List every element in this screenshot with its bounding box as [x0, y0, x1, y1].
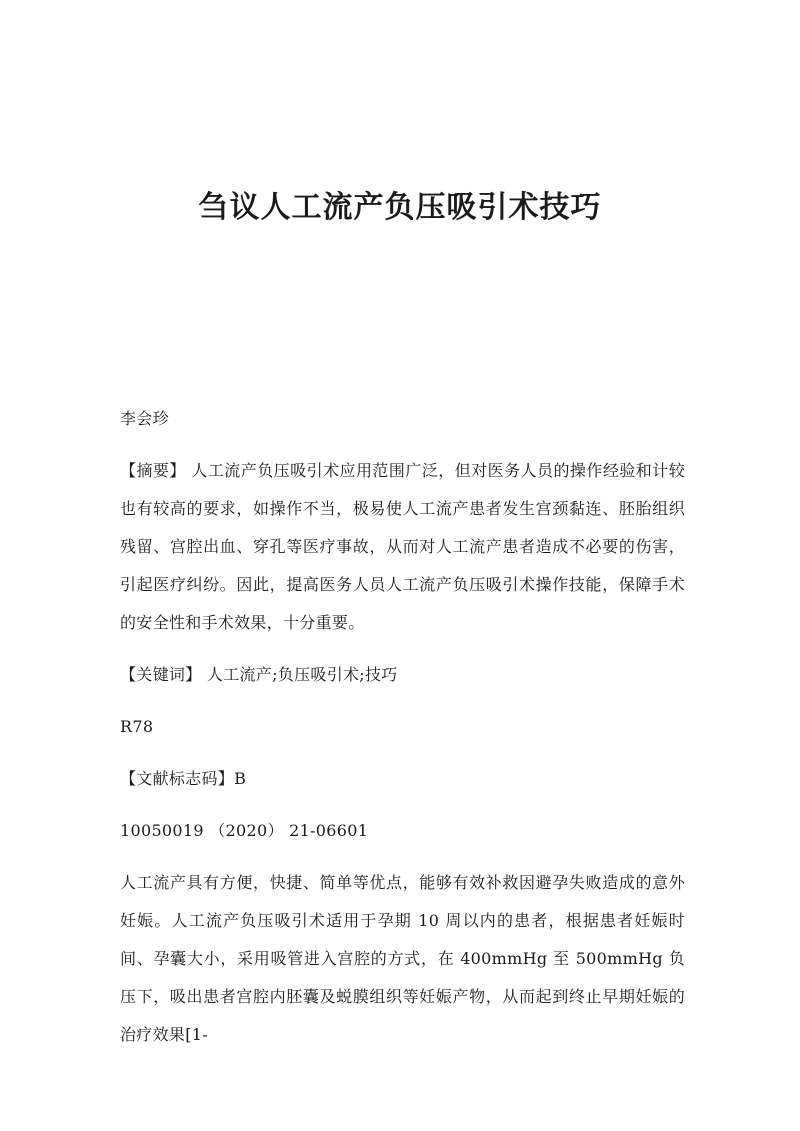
- doc-code-label: 【文献标志码】: [120, 769, 235, 788]
- abstract-text: 人工流产负压吸引术应用范围广泛，但对医务人员的操作经验和计较也有较高的要求，如操作不当，极易使人工流产患者发生宫颈黏连、胚胎组织残留、宫腔出血、穿孔等医疗事故，从而对人工流产患者造成不必要的伤害，引起医疗纠纷。因此，提高医务人员人工流产负压吸引术操作技能，保障手术的安全性和手术效果，十分重要。: [120, 461, 685, 632]
- classification-number: R78: [120, 717, 154, 736]
- author-name: 李会珍: [120, 409, 169, 428]
- body-paragraph: 人工流产具有方便，快捷、简单等优点，能够有效补救因避孕失败造成的意外妊娠。人工流产负压吸引术适用于孕期 10 周以内的患者，根据患者妊娠时间、孕囊大小，采用吸管进入宫腔的方式，在 400mmHg 至 500mmHg 负压下，吸出患者宫腔内胚囊及蜕膜组织等妊娠产物，从而起到终止早期妊娠的治疗效果[1-: [120, 873, 685, 1044]
- keywords-line: [120, 656, 685, 694]
- doc-code-line: [120, 760, 685, 798]
- keywords-text: 人工流产;负压吸引术;技巧: [206, 665, 398, 684]
- abstract-paragraph: [120, 452, 685, 642]
- article-id: 10050019 （2020） 21-06601: [120, 821, 369, 840]
- keywords-label: 【关键词】: [120, 665, 202, 684]
- doc-code-value: B: [234, 769, 247, 788]
- abstract-label: 【摘要】: [120, 461, 186, 480]
- paper-title: 刍议人工流产负压吸引术技巧: [198, 190, 602, 225]
- paper-content: [120, 400, 685, 1054]
